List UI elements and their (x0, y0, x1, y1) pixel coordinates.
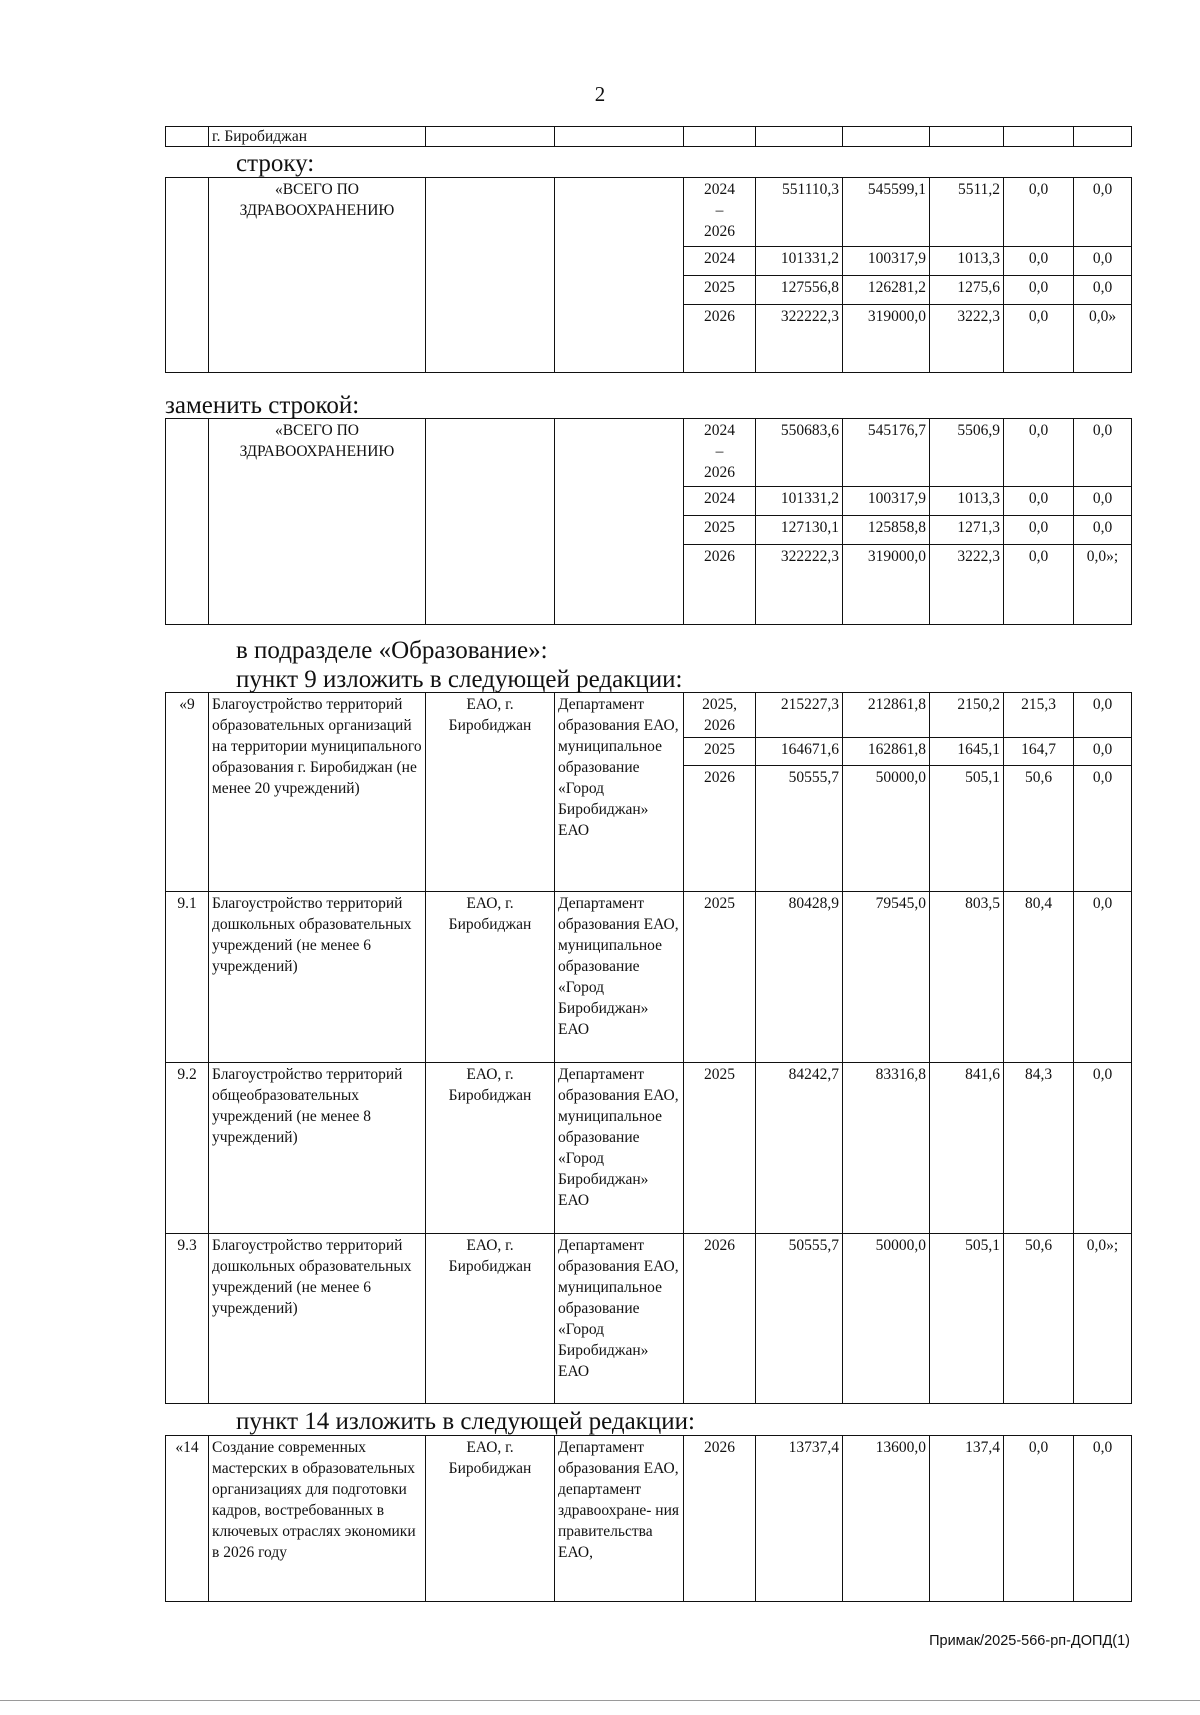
old-reg-value: 5511,2 (930, 178, 1004, 247)
p9-total: 50555,7 (756, 766, 843, 892)
new-other-value: 0,0 (1074, 516, 1132, 545)
new-total-value: 101331,2 (756, 487, 843, 516)
p9-1-num: 9.1 (166, 892, 209, 1063)
p14-total: 13737,4 (756, 1436, 843, 1602)
old-year: 2026 (684, 305, 756, 373)
p9-3-year: 2026 (684, 1234, 756, 1404)
p9-reg: 505,1 (930, 766, 1004, 892)
p9-3-num: 9.3 (166, 1234, 209, 1404)
p9-fed: 212861,8 (843, 693, 930, 738)
prev-row-name: г. Биробиджан (212, 128, 308, 145)
old-total-name: «ВСЕГО ПО ЗДРАВООХРАНЕНИЮ (209, 178, 426, 373)
heading-p14: пункт 14 изложить в следующей редакции: (236, 1408, 695, 1435)
new-mun-value: 0,0 (1004, 516, 1074, 545)
p9-place: ЕАО, г. Биробиджан (426, 693, 555, 892)
new-fed-value: 100317,9 (843, 487, 930, 516)
old-reg-value: 3222,3 (930, 305, 1004, 373)
p9-2-year: 2025 (684, 1063, 756, 1234)
footer-doc-code: Примак/2025-566-рп-ДОПД(1) (929, 1633, 1130, 1649)
p9-1-exec: Департамент образования ЕАО, муниципальное образование «Город Биробиджан» ЕАО (555, 892, 684, 1063)
old-fed-value: 545599,1 (843, 178, 930, 247)
new-reg-value: 5506,9 (930, 419, 1004, 487)
p9-1-fed: 79545,0 (843, 892, 930, 1063)
p9-reg: 2150,2 (930, 693, 1004, 738)
p9-2-mun: 84,3 (1004, 1063, 1074, 1234)
p9-1-mun: 80,4 (1004, 892, 1074, 1063)
p14-fed: 13600,0 (843, 1436, 930, 1602)
old-mun-value: 0,0 (1004, 178, 1074, 247)
old-year: 2024 (684, 247, 756, 276)
new-other-value: 0,0 (1074, 487, 1132, 516)
new-total-value: 322222,3 (756, 545, 843, 625)
old-other-value: 0,0 (1074, 247, 1132, 276)
new-total-value: 550683,6 (756, 419, 843, 487)
p9-1-place: ЕАО, г. Биробиджан (426, 892, 555, 1063)
p14-table (165, 1435, 1132, 1602)
p9-other: 0,0 (1074, 766, 1132, 892)
old-total-value: 127556,8 (756, 276, 843, 305)
p9-1-total: 80428,9 (756, 892, 843, 1063)
new-year: 2025 (684, 516, 756, 545)
p9-3-reg: 505,1 (930, 1234, 1004, 1404)
scan-edge-line (0, 1700, 1200, 1701)
p9-year: 2025, 2026 (684, 693, 756, 738)
old-fed-value: 319000,0 (843, 305, 930, 373)
p14-num: «14 (166, 1436, 209, 1602)
heading-stroku: строку: (236, 150, 315, 177)
new-mun-value: 0,0 (1004, 419, 1074, 487)
new-fed-value: 125858,8 (843, 516, 930, 545)
p9-1-other: 0,0 (1074, 892, 1132, 1063)
p14-other: 0,0 (1074, 1436, 1132, 1602)
p9-1-reg: 803,5 (930, 892, 1004, 1063)
new-total-value: 127130,1 (756, 516, 843, 545)
old-year-range: 2024 – 2026 (684, 178, 756, 247)
new-reg-value: 1271,3 (930, 516, 1004, 545)
page-number: 2 (594, 82, 606, 106)
p9-name: Благоустройство территорий образовательных организаций на территории муниципального образования г. Биробиджан (не менее 20 учреждений) (209, 693, 426, 892)
heading-p9: пункт 9 изложить в следующей редакции: (236, 666, 683, 693)
p9-2-exec: Департамент образования ЕАО, муниципальное образование «Город Биробиджан» ЕАО (555, 1063, 684, 1234)
p14-place: ЕАО, г. Биробиджан (426, 1436, 555, 1602)
heading-obrazovanie: в подразделе «Образование»: (236, 637, 548, 664)
new-reg-value: 1013,3 (930, 487, 1004, 516)
p9-mun: 215,3 (1004, 693, 1074, 738)
old-fed-value: 126281,2 (843, 276, 930, 305)
p9-table (165, 692, 1132, 1404)
new-other-value: 0,0»; (1074, 545, 1132, 625)
old-year: 2025 (684, 276, 756, 305)
p9-3-mun: 50,6 (1004, 1234, 1074, 1404)
p9-fed: 162861,8 (843, 738, 930, 766)
p9-2-num: 9.2 (166, 1063, 209, 1234)
p14-exec: Департамент образования ЕАО, департамент здравоохране- ния правительства ЕАО, (555, 1436, 684, 1602)
old-other-value: 0,0» (1074, 305, 1132, 373)
p9-3-name: Благоустройство территорий дошкольных образовательных учреждений (не менее 6 учреждений) (209, 1234, 426, 1404)
new-other-value: 0,0 (1074, 419, 1132, 487)
old-fed-value: 100317,9 (843, 247, 930, 276)
new-year: 2024 (684, 487, 756, 516)
p9-total: 164671,6 (756, 738, 843, 766)
p9-mun: 164,7 (1004, 738, 1074, 766)
p9-1-name: Благоустройство территорий дошкольных образовательных учреждений (не менее 6 учреждений) (209, 892, 426, 1063)
p9-3-exec: Департамент образования ЕАО, муниципальное образование «Город Биробиджан» ЕАО (555, 1234, 684, 1404)
p9-2-fed: 83316,8 (843, 1063, 930, 1234)
new-fed-value: 545176,7 (843, 419, 930, 487)
new-year-range: 2024 – 2026 (684, 419, 756, 487)
new-total-name: «ВСЕГО ПО ЗДРАВООХРАНЕНИЮ (209, 419, 426, 625)
p9-mun: 50,6 (1004, 766, 1074, 892)
p9-2-reg: 841,6 (930, 1063, 1004, 1234)
p9-exec: Департамент образования ЕАО, муниципальное образование «Город Биробиджан» ЕАО (555, 693, 684, 892)
prev-row-table (165, 126, 1132, 147)
old-other-value: 0,0 (1074, 178, 1132, 247)
p9-year: 2026 (684, 766, 756, 892)
new-reg-value: 3222,3 (930, 545, 1004, 625)
old-reg-value: 1013,3 (930, 247, 1004, 276)
p9-2-total: 84242,7 (756, 1063, 843, 1234)
old-total-value: 322222,3 (756, 305, 843, 373)
p9-3-fed: 50000,0 (843, 1234, 930, 1404)
p9-year: 2025 (684, 738, 756, 766)
p14-reg: 137,4 (930, 1436, 1004, 1602)
p9-other: 0,0 (1074, 693, 1132, 738)
new-total-table (165, 418, 1132, 625)
new-mun-value: 0,0 (1004, 545, 1074, 625)
old-total-value: 101331,2 (756, 247, 843, 276)
p14-mun: 0,0 (1004, 1436, 1074, 1602)
p9-num: «9 (166, 693, 209, 892)
old-total-table (165, 177, 1132, 373)
old-mun-value: 0,0 (1004, 305, 1074, 373)
new-year: 2026 (684, 545, 756, 625)
new-fed-value: 319000,0 (843, 545, 930, 625)
heading-zamenit: заменить строкой: (165, 392, 360, 419)
p9-fed: 50000,0 (843, 766, 930, 892)
new-mun-value: 0,0 (1004, 487, 1074, 516)
p9-1-year: 2025 (684, 892, 756, 1063)
p9-3-total: 50555,7 (756, 1234, 843, 1404)
p9-2-place: ЕАО, г. Биробиджан (426, 1063, 555, 1234)
p14-year: 2026 (684, 1436, 756, 1602)
p9-3-other: 0,0»; (1074, 1234, 1132, 1404)
p9-2-other: 0,0 (1074, 1063, 1132, 1234)
p9-reg: 1645,1 (930, 738, 1004, 766)
old-mun-value: 0,0 (1004, 276, 1074, 305)
p9-2-name: Благоустройство территорий общеобразовательных учреждений (не менее 8 учреждений) (209, 1063, 426, 1234)
old-reg-value: 1275,6 (930, 276, 1004, 305)
old-total-value: 551110,3 (756, 178, 843, 247)
p9-3-place: ЕАО, г. Биробиджан (426, 1234, 555, 1404)
old-other-value: 0,0 (1074, 276, 1132, 305)
p9-other: 0,0 (1074, 738, 1132, 766)
p14-name: Создание современных мастерских в образовательных организациях для подготовки кадров, востребованных в ключевых отраслях экономики в 2026 году (209, 1436, 426, 1602)
p9-total: 215227,3 (756, 693, 843, 738)
old-mun-value: 0,0 (1004, 247, 1074, 276)
